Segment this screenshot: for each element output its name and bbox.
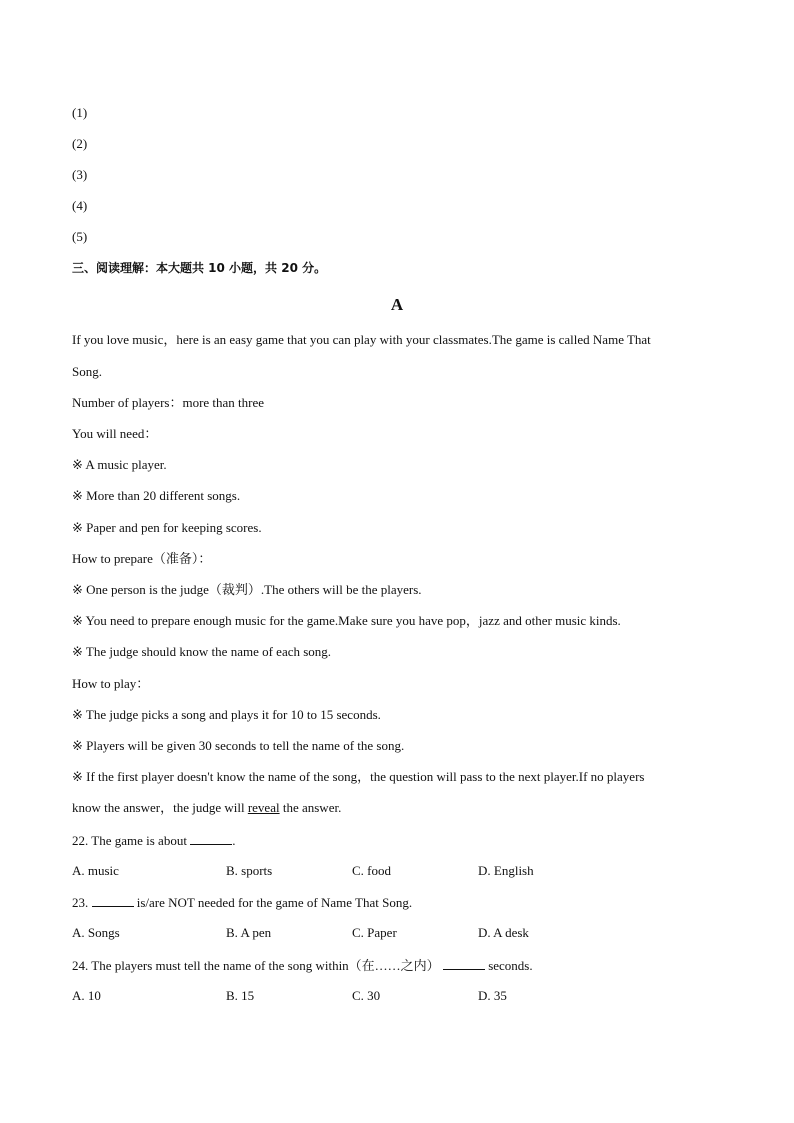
prepare-item-2: ※ You need to prepare enough music for the game.Make sure you have pop，jazz and other music kinds. — [72, 613, 621, 628]
prepare-item-1: ※ One person is the judge（裁判）.The others will be the players. — [72, 582, 422, 597]
answer-line-4: (4) — [72, 198, 88, 213]
need-item-1: ※ A music player. — [72, 457, 167, 472]
question-number: 22. — [72, 833, 89, 848]
q24-option-a: A. 10 — [72, 988, 101, 1003]
underlined-word-reveal: reveal — [247, 800, 280, 815]
q24-option-b: B. 15 — [226, 988, 255, 1003]
q23-option-d: D. A desk — [478, 925, 529, 940]
need-heading: You will need： — [72, 426, 158, 441]
need-item-3: ※ Paper and pen for keeping scores. — [72, 520, 262, 535]
q22-option-a: A. music — [72, 863, 119, 878]
question-24 — [72, 956, 533, 975]
q22-option-c: C. food — [352, 863, 391, 878]
question-stem-post: seconds. — [484, 958, 533, 973]
section-heading: 三、阅读理解：本大题共 10 小题，共 20 分。 — [72, 261, 327, 275]
answer-blank — [92, 893, 134, 907]
q23-option-c: C. Paper — [352, 925, 397, 940]
play-item-3-line-1: ※ If the first player doesn't know the name of the song，the question will pass to the next player.If no players — [72, 769, 645, 784]
question-stem-post: . — [232, 833, 236, 848]
answer-blank — [443, 956, 485, 970]
prepare-heading: How to prepare（准备）： — [72, 551, 212, 566]
question-stem-pre: The game is about — [88, 833, 191, 848]
question-stem-pre: The players must tell the name of the song within（在……之内） — [88, 958, 443, 973]
play-item-2: ※ Players will be given 30 seconds to tell the name of the song. — [72, 738, 405, 753]
play-item-3-line-2 — [72, 799, 341, 817]
passage-title: A — [390, 295, 404, 314]
prepare-item-3: ※ The judge should know the name of each song. — [72, 644, 332, 659]
play-item-3-text-post: the answer. — [279, 800, 342, 815]
answer-line-2: (2) — [72, 136, 88, 151]
q24-option-c: C. 30 — [352, 988, 381, 1003]
need-item-2: ※ More than 20 different songs. — [72, 488, 241, 503]
question-stem-post: is/are NOT needed for the game of Name That Song. — [133, 895, 413, 910]
q24-option-d: D. 35 — [478, 988, 507, 1003]
play-heading: How to play： — [72, 676, 150, 691]
question-22 — [72, 831, 235, 850]
passage-intro-line-1: If you love music，here is an easy game that you can play with your classmates.The game is called Name That — [72, 332, 651, 347]
answer-line-1: (1) — [72, 105, 88, 120]
q23-option-b: B. A pen — [226, 925, 272, 940]
players-line: Number of players：more than three — [72, 395, 265, 410]
question-number: 23. — [72, 895, 89, 910]
answer-line-5: (5) — [72, 229, 88, 244]
question-number: 24. — [72, 958, 89, 973]
q22-option-d: D. English — [478, 863, 534, 878]
question-23 — [72, 893, 412, 912]
answer-line-3: (3) — [72, 167, 88, 182]
q23-option-a: A. Songs — [72, 925, 120, 940]
play-item-3-text-pre: know the answer，the judge will — [72, 800, 248, 815]
play-item-1: ※ The judge picks a song and plays it for 10 to 15 seconds. — [72, 707, 381, 722]
answer-blank — [190, 831, 232, 845]
passage-intro-line-2: Song. — [72, 364, 102, 379]
q22-option-b: B. sports — [226, 863, 273, 878]
